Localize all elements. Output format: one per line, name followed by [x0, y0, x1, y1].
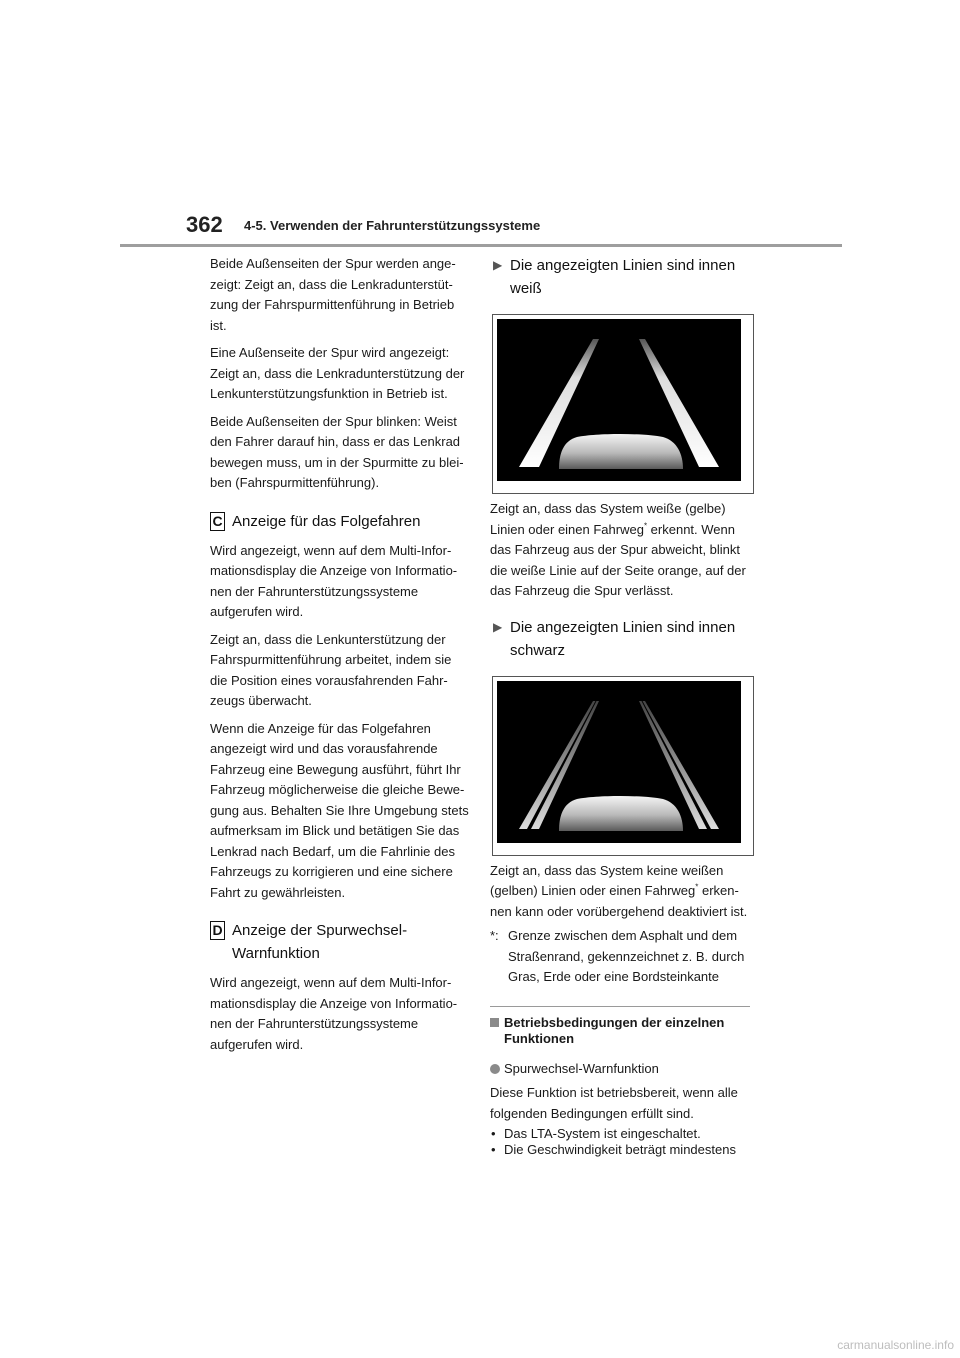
- square-bullet-icon: [490, 1018, 499, 1027]
- paragraph-one-side: Eine Außenseite der Spur wird angezeigt: Zeigt an, dass die Lenkradunterstützung der Lenkunterstützungsfunktion in Betrieb ist.: [210, 345, 465, 401]
- white-lines-heading-text: Die angezeigten Linien sind innen weiß: [510, 257, 736, 297]
- lane-display-black-svg: [497, 681, 741, 843]
- section-d-heading: [210, 919, 470, 965]
- conditions-intro: Diese Funktion ist betriebsbereit, wenn alle folgenden Bedingungen erfüllt sind.: [490, 1085, 738, 1121]
- section-c-letter: C: [210, 512, 225, 531]
- paragraph-blink: Beide Außenseiten der Spur blinken: Weist den Fahrer darauf hin, dass er das Lenkrad bewegen muss, um in der Spurmitte zu blei-ben (Fahrspurmittenführung).: [210, 413, 464, 490]
- black-lines-caption: Zeigt an, dass das System keine weißen (gelben) Linien oder einen Fahrweg* erken-nen kann oder vorübergehend deaktiviert ist.: [490, 862, 748, 919]
- conditions-heading: Betriebsbedingungen der einzelnen Funktionen: [490, 1015, 752, 1047]
- lane-display-white-svg: [497, 319, 741, 481]
- white-lines-heading: [490, 254, 752, 300]
- section-d-letter: D: [210, 921, 225, 940]
- page-number: 362: [186, 212, 223, 237]
- section-c-title: Anzeige für das Folgefahren: [232, 512, 421, 530]
- black-lines-heading-text: Die angezeigten Linien sind innen schwarz: [510, 618, 736, 659]
- black-lines-heading: [490, 616, 752, 662]
- section-c-para1: Wird angezeigt, wenn auf dem Multi-Infor-mationsdisplay die Anzeige von Informatio-nen der Fahrunterstützungssysteme aufgerufen wird.: [210, 542, 458, 619]
- car-silhouette: [559, 796, 683, 831]
- white-lines-display-image: [492, 314, 754, 494]
- black-lines-display-image: [492, 676, 754, 856]
- section-c-para3: Wenn die Anzeige für das Folgefahren angezeigt wird und das vorausfahrende Fahrzeug eine Bewegung ausführt, führt Ihr Fahrzeug möglicherweise die gleiche Bewe-gung aus. Behalten Sie Ihre Umgebung stets aufmerksam im Blick und betätigen Sie das Lenkrad nach Bedarf, um die Fahrlinie des Fahrzeugs zu korrigieren und eine sichere Fahrt zu gewährleisten.: [210, 720, 469, 900]
- header-rule: [120, 244, 842, 247]
- section-d-title: Anzeige der Spurwechsel-Warnfunktion: [232, 922, 408, 962]
- footnote: [490, 926, 752, 988]
- section-divider: [490, 1006, 750, 1007]
- right-column: [490, 254, 752, 1158]
- section-d-para1: Wird angezeigt, wenn auf dem Multi-Infor-mationsdisplay die Anzeige von Informatio-nen der Fahrunterstützungssysteme aufgerufen wird.: [210, 975, 458, 1052]
- section-c-heading: [210, 510, 470, 533]
- condition-bullet: • Die Geschwindigkeit beträgt mindestens: [490, 1142, 752, 1158]
- footnote-marker: *:: [490, 928, 499, 943]
- watermark: carmanualsonline.info: [837, 1338, 954, 1352]
- section-c-para2: Zeigt an, dass die Lenkunterstützung der Fahrspurmittenführung arbeitet, indem sie die Position eines vorausfahrenden Fahr-zeugs überwacht.: [210, 631, 452, 708]
- condition-bullet: • Das LTA-System ist eingeschaltet.: [490, 1126, 752, 1142]
- arrow-right-icon: ▶: [493, 619, 503, 634]
- chapter-title: 4-5. Verwenden der Fahrunterstützungssysteme: [244, 218, 541, 233]
- white-lines-caption: Zeigt an, dass das System weiße (gelbe) Linien oder einen Fahrweg* erkennt. Wenn das Fahrzeug aus der Spur abweicht, blinkt die weiße Linie auf der Seite orange, auf der das Fahrzeug die Spur verlässt.: [490, 501, 746, 598]
- conditions-item-title: Spurwechsel-Warnfunktion: [490, 1059, 752, 1080]
- circle-bullet-icon: [490, 1064, 500, 1074]
- car-silhouette: [559, 434, 683, 469]
- footnote-text: Grenze zwischen dem Asphalt und dem Straßenrand, gekennzeichnet z. B. durch Gras, Erde oder eine Bordsteinkante: [508, 928, 745, 984]
- paragraph-both-sides: Beide Außenseiten der Spur werden ange-zeigt: Zeigt an, dass die Lenkradunterstüt-zung der Fahrspurmittenführung in Betrieb ist.: [210, 256, 456, 333]
- left-column: [210, 254, 470, 1062]
- arrow-right-icon: ▶: [493, 258, 503, 272]
